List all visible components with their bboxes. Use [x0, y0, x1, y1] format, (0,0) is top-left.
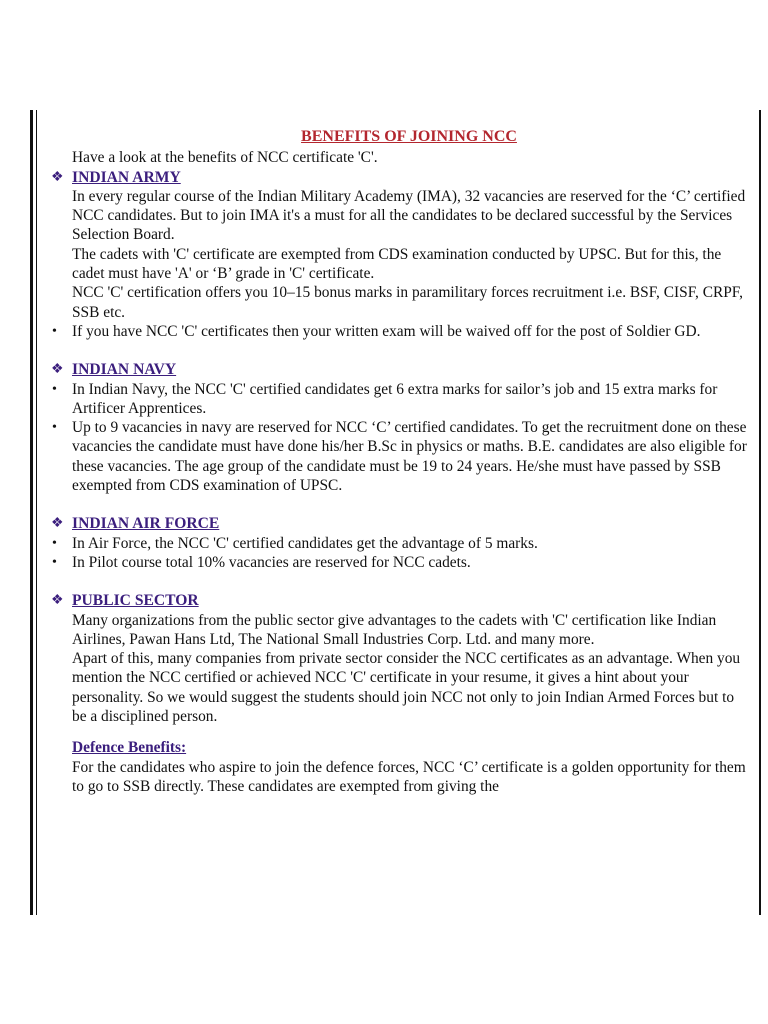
- list-item: [48, 322, 750, 341]
- navy-heading: INDIAN NAVY: [72, 361, 177, 379]
- list-item: [48, 534, 750, 553]
- list-item: [48, 553, 750, 572]
- diamond-bullet-icon: ❖: [51, 516, 64, 532]
- list-item-text: If you have NCC 'C' certificates then your written exam will be waived off for the post of Soldier GD.: [72, 322, 701, 340]
- page-border-right: [759, 110, 761, 915]
- airforce-bullet-list: [48, 534, 750, 573]
- army-paragraph: In every regular course of the Indian Military Academy (IMA), 32 vacancies are reserved for the ‘C’ certified NCC candidates. But to join IMA it's a must for all the candidates to be declared successful by the Services Selection Board.: [72, 187, 746, 244]
- page-border-left-inner: [36, 110, 37, 915]
- list-item-text: In Air Force, the NCC 'C' certified candidates get the advantage of 5 marks.: [72, 534, 538, 552]
- bullet-icon: •: [52, 554, 57, 570]
- document-body: [48, 127, 750, 796]
- public-sector-paragraph: Apart of this, many companies from private sector consider the NCC certificates as an advantage. When you mention the NCC certified or achieved NCC 'C' certificate in your resume, it gives a hint about your personality. So we would suggest the students should join NCC not only to join Indian Armed Forces but to be a disciplined person.: [72, 650, 741, 726]
- bullet-icon: •: [52, 323, 57, 339]
- public-sector-heading: PUBLIC SECTOR: [72, 592, 199, 610]
- public-sector-paragraph: Many organizations from the public sector give advantages to the cadets with 'C' certification like Indian Airlines, Pawan Hans Ltd, The National Small Industries Corp. Ltd. and many more.: [72, 611, 717, 648]
- bullet-icon: •: [52, 535, 57, 551]
- defence-benefits-paragraph: For the candidates who aspire to join the defence forces, NCC ‘C’ certificate is a golden opportunity for them to go to SSB directly. These candidates are exempted from giving the: [72, 758, 746, 795]
- navy-bullet-list: [48, 380, 750, 496]
- section-heading-public-sector: [48, 591, 750, 610]
- list-item: [48, 380, 750, 419]
- army-bullet-list: [48, 322, 750, 341]
- section-heading-airforce: [48, 514, 750, 533]
- document-title: BENEFITS OF JOINING NCC: [301, 128, 517, 145]
- diamond-bullet-icon: ❖: [51, 593, 64, 609]
- army-paragraph: The cadets with 'C' certificate are exempted from CDS examination conducted by UPSC. But for this, the cadet must have 'A' or ‘B’ grade in 'C' certificate.: [72, 245, 722, 283]
- section-heading-navy: [48, 360, 750, 379]
- list-item: [48, 418, 750, 495]
- list-item-text: Up to 9 vacancies in navy are reserved for NCC ‘C’ certified candidates. To get the recruitment done on these vacancies the candidate must have done his/her B.Sc in physics or maths. B.E. candidates are also eligible for these vacancies. The age group of the candidate must be 19 to 24 years. He/she must have passed by SSB exempted from CDS examination of UPSC.: [72, 419, 747, 495]
- defence-benefits-heading: Defence Benefits:: [72, 739, 187, 757]
- bullet-icon: •: [52, 420, 57, 436]
- airforce-heading: INDIAN AIR FORCE: [72, 515, 220, 533]
- intro-text: Have a look at the benefits of NCC certificate 'C'.: [72, 149, 378, 167]
- list-item-text: In Pilot course total 10% vacancies are reserved for NCC cadets.: [72, 553, 471, 571]
- diamond-bullet-icon: ❖: [51, 362, 64, 378]
- page-border-left: [30, 110, 33, 915]
- diamond-bullet-icon: ❖: [51, 169, 64, 185]
- army-heading: INDIAN ARMY: [72, 168, 181, 186]
- list-item-text: In Indian Navy, the NCC 'C' certified candidates get 6 extra marks for sailor’s job and 15 extra marks for Artificer Apprentices.: [72, 380, 718, 417]
- army-paragraph: NCC 'C' certification offers you 10–15 bonus marks in paramilitary forces recruitment i.e. BSF, CISF, CRPF, SSB etc.: [72, 284, 743, 321]
- bullet-icon: •: [52, 381, 57, 397]
- section-heading-army: [48, 168, 750, 187]
